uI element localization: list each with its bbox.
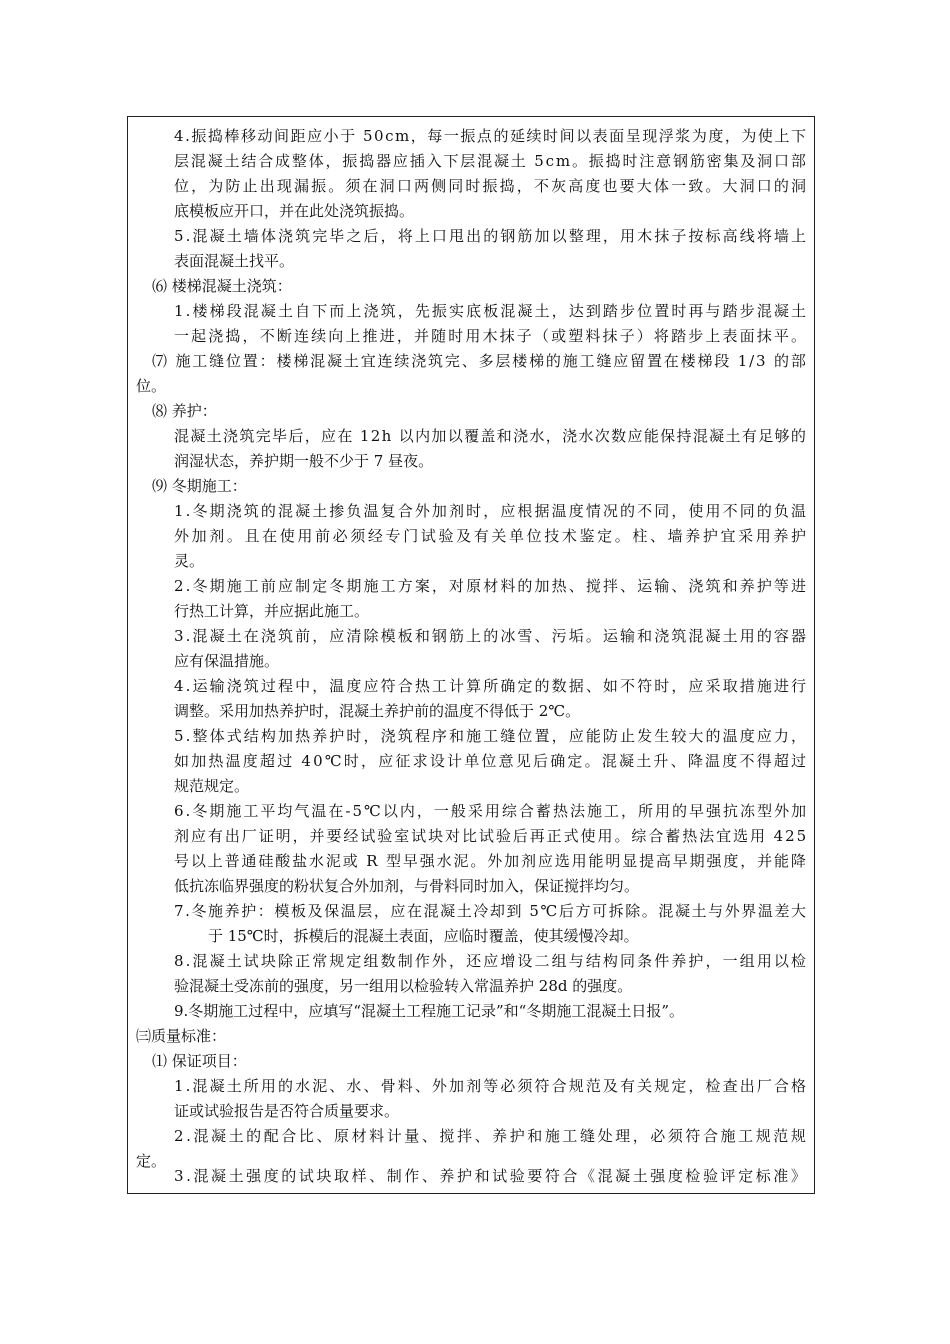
text-line: 1.混凝土所用的水泥、水、骨料、外加剂等必须符合规范及有关规定，检查出厂合格 <box>174 1077 809 1095</box>
text-line: 2.混凝土的配合比、原材料计量、搅拌、养护和施工缝处理，必须符合施工规范规 <box>174 1127 809 1145</box>
text-line: ⑹ 楼梯混凝土浇筑： <box>152 277 292 295</box>
text-line: 证或试验报告是否符合质量要求。 <box>174 1102 400 1120</box>
text-line: 底模板应开口，并在此处浇筑振捣。 <box>174 202 415 220</box>
text-line: 3.混凝土在浇筑前，应清除模板和钢筋上的冰雪、污垢。运输和浇筑混凝土用的容器 <box>174 627 809 645</box>
text-line: 2.冬期施工前应制定冬期施工方案，对原材料的加热、搅拌、运输、浇筑和养护等进 <box>174 577 809 595</box>
text-line: 验混凝土受冻前的强度，另一组用以检验转入常温养护 28d 的强度。 <box>174 977 633 995</box>
text-line: ㈢质量标准： <box>136 1027 227 1045</box>
text-line: 6.冬期施工平均气温在-5℃以内，一般采用综合蓄热法施工，所用的早强抗冻型外加 <box>174 802 809 820</box>
text-line: 位，为防止出现漏振。须在洞口两侧同时振捣，不灰高度也要大体一致。大洞口的洞 <box>174 177 809 195</box>
text-line: ⑴ 保证项目： <box>152 1052 247 1070</box>
text-line: 5.整体式结构加热养护时，浇筑程序和施工缝位置，应能防止发生较大的温度应力， <box>174 727 809 745</box>
text-line: 一起浇捣，不断连续向上推进，并随时用木抹子（或塑料抹子）将踏步上表面抹平。 <box>174 327 809 345</box>
text-line: 规范规定。 <box>174 777 250 795</box>
text-line: 如加热温度超过 40℃时，应征求设计单位意见后确定。混凝土升、降温度不得超过 <box>174 752 809 770</box>
text-line: ⑻ 养护： <box>152 402 217 420</box>
text-line: 3.混凝土强度的试块取样、制作、养护和试验要符合《混凝土强度检验评定标准》 <box>174 1167 809 1185</box>
text-line: 外加剂。且在使用前必须经专门试验及有关单位技术鉴定。柱、墙养护宜采用养护 <box>174 527 809 545</box>
text-line: 表面混凝土找平。 <box>174 252 295 270</box>
text-line: 定。 <box>136 1152 167 1170</box>
text-line: 9.冬期施工过程中，应填写“混凝土工程施工记录”和“冬期施工混凝土日报”。 <box>174 1002 684 1020</box>
text-line: 层混凝土结合成整体，振捣器应插入下层混凝土 5cm。振捣时注意钢筋密集及洞口部 <box>174 152 808 170</box>
text-line: 低抗冻临界强度的粉状复合外加剂，与骨料同时加入，保证搅拌均匀。 <box>174 877 640 895</box>
text-line: 润湿状态，养护期一般不少于 7 昼夜。 <box>174 452 434 470</box>
text-line: 1.楼梯段混凝土自下而上浇筑，先振实底板混凝土，达到踏步位置时再与踏步混凝土 <box>174 302 809 320</box>
text-line: 调整。采用加热养护时，混凝土养护前的温度不得低于 2℃。 <box>174 702 581 720</box>
text-line: 4.运输浇筑过程中，温度应符合热工计算所确定的数据、如不符时，应采取措施进行 <box>174 677 809 695</box>
text-line: 7.冬施养护：模板及保温层，应在混凝土冷却到 5℃后方可拆除。混凝土与外界温差大 <box>174 902 808 920</box>
text-line: 混凝土浇筑完毕后，应在 12h 以内加以覆盖和浇水，浇水次数应能保持混凝土有足够的 <box>174 427 808 445</box>
text-line: 位。 <box>136 377 167 395</box>
text-line: 4.振捣棒移动间距应小于 50cm，每一振点的延续时间以表面呈现浮浆为度，为使上下 <box>174 127 808 145</box>
text-line: 5.混凝土墙体浇筑完毕之后，将上口甩出的钢筋加以整理，用木抹子按标高线将墙上 <box>174 227 809 245</box>
text-line: ⑼ 冬期施工： <box>152 477 247 495</box>
text-line: 剂应有出厂证明，并要经试验室试块对比试验后再正式使用。综合蓄热法宜选用 425 <box>174 827 809 845</box>
text-line: 应有保温措施。 <box>174 652 280 670</box>
text-line: 1.冬期浇筑的混凝土掺负温复合外加剂时，应根据温度情况的不同，使用不同的负温 <box>174 502 809 520</box>
text-line: 灵。 <box>174 552 205 570</box>
text-line: 于 15℃时，拆模后的混凝土表面，应临时覆盖，使其缓慢冷却。 <box>208 927 639 945</box>
text-line: 行热工计算，并应据此施工。 <box>174 602 370 620</box>
text-line: 号以上普通硅酸盐水泥或 R 型早强水泥。外加剂应选用能明显提高早期强度，并能降 <box>174 852 808 870</box>
text-line: 8.混凝土试块除正常规定组数制作外，还应增设二组与结构同条件养护，一组用以检 <box>174 952 809 970</box>
text-line: ⑺ 施工缝位置：楼梯混凝土宜连续浇筑完、多层楼梯的施工缝应留置在楼梯段 1/3 的部 <box>152 352 808 370</box>
